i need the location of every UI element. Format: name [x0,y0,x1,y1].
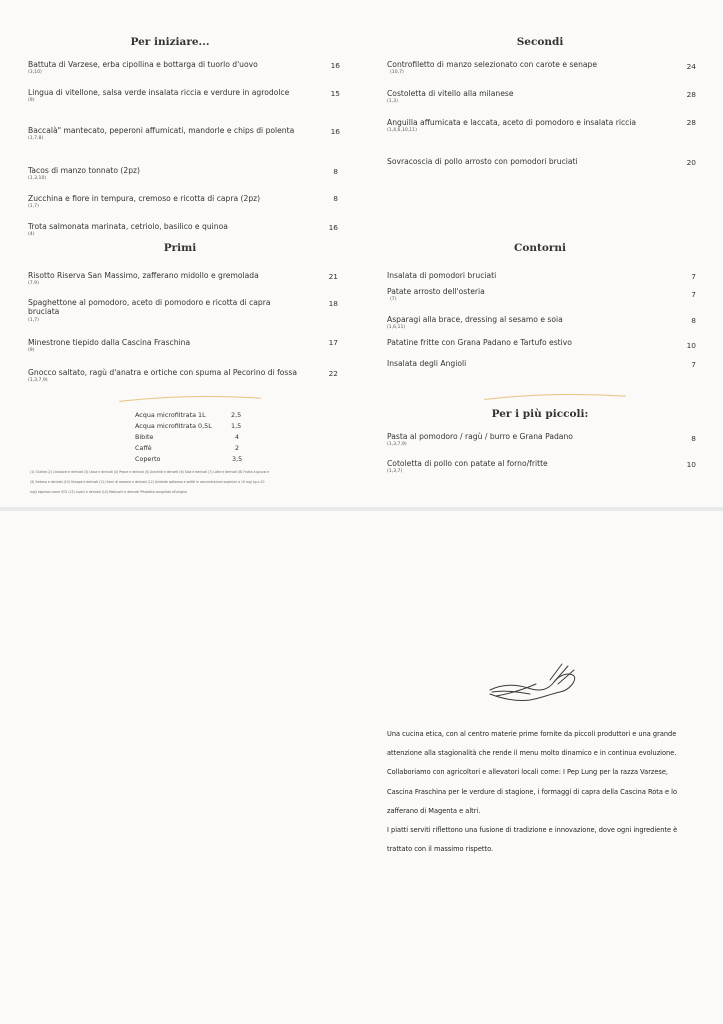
item-allergens: (7,9) [28,281,39,287]
item-name: Patatine fritte con Grana Padano e Tartufo estivo [387,338,572,347]
item-name: Insalata di pomodori bruciati [387,271,497,280]
item-price: 7 [691,290,696,299]
item-name: Asparagi alla brace, dressing al sesamo e soia [387,315,563,324]
allergen-legend-line: (1) Glutine (2) Crostacei e derivati (3) Uova e derivati (4) Pesce e derivati (5) Arachidi e derivati (6) Soia e derivati (7) Latte e derivati (8) Frutta a guscio e [30,470,270,474]
item-name: Costoletta di vitello alla milanese [387,89,514,98]
item-allergens: (4) [28,232,35,238]
item-name: Zucchina e fiore in tempura, cremoso e ricotta di capra (2pz) [28,194,261,203]
contorni-title: Contorni [513,242,566,254]
item-name: Tacos di manzo tonnato (2pz) [28,166,140,175]
item-price: 8 [333,194,338,203]
item-name: Battuta di Varzese, erba cipollina e bottarga di tuorlo d'uovo [28,60,258,69]
extras-name: Bibite [135,433,154,441]
item-allergens: (1,3,7) [387,469,403,475]
menu-item [387,118,677,134]
item-allergens: (1,7) [28,317,39,323]
extras-price: 2 [235,444,240,452]
extras-name: Coperto [135,455,161,463]
about-text [387,725,692,859]
about-paragraph: I piatti serviti riflettono una fusione di tradizione e innovazione, dove ogni ingrediente è trattato con il massimo rispetto. [387,826,678,854]
menu-item [28,368,308,384]
extras-name: Caffè [135,444,152,452]
item-price: 28 [686,90,696,99]
menu-item [387,271,667,280]
item-price: 10 [686,460,696,469]
kids-title: Per i più piccoli: [491,408,589,420]
item-allergens: (9) [28,348,35,354]
item-price: 8 [333,167,338,176]
spoon-outline [490,674,575,701]
item-price: 20 [686,158,696,167]
swoosh-stroke [120,396,261,401]
extras-name: Acqua microfiltrata 0,5L [135,422,212,430]
item-price: 7 [691,272,696,281]
item-name: Lingua di vitellone, salsa verde insalata riccia e verdure in agrodolce [28,88,290,97]
item-name: Baccalà" mantecato, peperoni affumicati, mandorle e chips di polenta [28,126,295,135]
item-price: 16 [330,61,340,70]
item-name: Insalata degli Angioli [387,359,467,368]
item-allergens: (1,7,8) [28,136,44,142]
primi-title: Primi [163,242,197,254]
item-name: Gnocco saltato, ragù d'anatra e ortiche con spuma al Pecorino di fossa [28,368,297,377]
menu-item [387,432,667,448]
extras-price: 4 [235,433,240,441]
item-price: 16 [328,223,338,232]
allergen-legend [30,467,340,497]
menu-item [387,287,667,303]
item-price: 18 [328,299,338,308]
swoosh-stroke [485,394,626,399]
extras-price: 2,5 [231,411,242,419]
item-price: 8 [691,316,696,325]
menu-item [387,359,667,368]
menu-item [387,89,667,105]
allergen-legend-line: mg/l espressi come SO2 (13) Lupini e derivati (14) Molluschi e derivati *Prodotto congelato all'origine [30,490,188,494]
item-allergens: (1,6,11) [387,325,406,331]
menu-item [387,60,667,76]
fork-tine-3 [550,664,562,680]
item-name: Cotoletta di pollo con patate al forno/fritte [387,459,548,468]
item-price: 16 [330,127,340,136]
item-name: Minestrone tiepido dalla Cascina Fraschina [28,338,191,347]
decorative-swoosh [465,393,645,401]
item-allergens: (1,7) [28,204,39,210]
about-paragraph: Una cucina etica, con al centro materie prime fornite da piccoli produttori e una grande attenzione alla stagionalità che rende il menu molto dinamico e in continua evoluzione. Collaboriamo con agricoltori e allevatori locali come: I Pep Lung per la razza Varzese, Cascina Fraschina per le verdure di stagione, i formaggi di capra della Cascina Rota e lo zafferano di Magenta e altri. [387,730,678,815]
item-allergens: (1,3,7,9) [387,442,407,448]
extras-price: 3,5 [232,455,243,463]
menu-item [387,315,667,331]
menu-item [28,60,298,76]
menu-item [28,126,298,142]
item-name: Sovracoscia di pollo arrosto con pomodori bruciati [387,157,578,166]
allergen-legend-line: (9) Sedano e derivati (10) Senape e derivati (11) Semi di sesamo e derivati (12) Anidride solforosa e solfiti in concentrazioni superiori a 10 mg/ kg o 10 [30,480,265,484]
menu-item [28,194,308,210]
item-allergens: (1,3,7,9) [28,378,48,384]
item-price: 22 [328,369,338,378]
item-price: 28 [686,118,696,127]
menu-item [387,157,667,166]
menu-item [28,338,298,354]
menu-page-1 [0,0,723,507]
fork-and-spoon-line-icon [488,660,578,706]
item-name: Controfiletto di manzo selezionato con carote e senape [387,60,598,69]
item-name: Trota salmonata marinata, cetriolo, basilico e quinoa [28,222,228,231]
item-allergens: (7) [390,297,397,303]
menu-item [28,271,308,287]
item-price: 17 [328,338,338,347]
item-allergens: (1,3) [387,99,398,105]
starters-title: Per iniziare... [130,36,210,48]
item-price: 8 [691,434,696,443]
item-name: Anguilla affumicata e laccata, aceto di pomodoro e insalata riccia [387,118,637,127]
extras-name: Acqua microfiltrata 1L [135,411,206,419]
menu-item [387,338,677,347]
menu-item [28,88,290,104]
item-allergens: (1,3,10) [28,176,47,182]
fork-tine-2 [558,670,574,684]
menu-item [28,166,298,182]
decorative-swoosh [100,395,280,403]
item-price: 21 [328,272,338,281]
menu-item [387,459,667,475]
menu-item [28,298,290,324]
item-name: Risotto Riserva San Massimo, zafferano midollo e gremolada [28,271,259,280]
extras-price: 1,5 [231,422,242,430]
item-allergens: (10,7) [390,70,404,76]
item-name: Spaghettone al pomodoro, aceto di pomodoro e ricotta di capra bruciata [28,298,271,317]
item-allergens: (9) [28,98,35,104]
item-price: 15 [330,89,340,98]
menu-item [28,222,298,238]
item-price: 7 [691,360,696,369]
item-allergens: (3,10) [28,70,42,76]
secondi-title: Secondi [516,36,564,48]
item-name: Pasta al pomodoro / ragù / burro e Grana Padano [387,432,573,441]
item-price: 10 [686,341,696,350]
item-allergens: (1,4,6,10,11) [387,128,417,134]
item-price: 24 [686,62,696,71]
item-name: Patate arrosto dell'osteria [387,287,485,296]
